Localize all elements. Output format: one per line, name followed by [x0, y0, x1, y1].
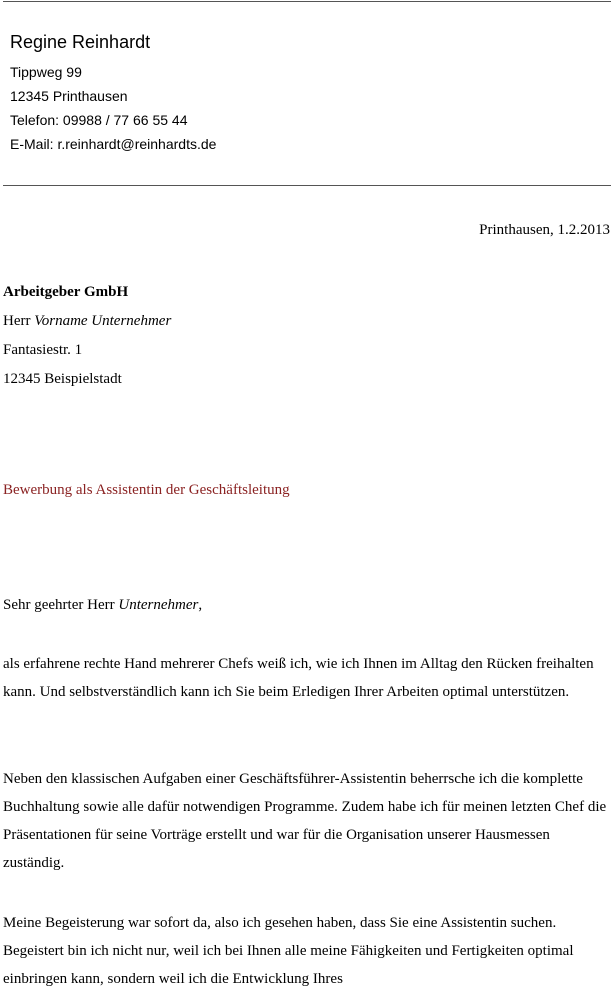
- sender-phone: Telefon: 09988 / 77 66 55 44: [10, 112, 188, 128]
- sender-email-label: E-Mail:: [10, 136, 58, 152]
- salutation-name: Unternehmer: [118, 597, 199, 613]
- sender-name: Regine Reinhardt: [10, 32, 151, 52]
- sender-email-link[interactable]: r.reinhardt@reinhardts.de: [57, 136, 217, 152]
- body-paragraph-1: als erfahrene rechte Hand mehrerer Chefs weiß ich, wie ich Ihnen im Alltag den Rücken freihalten kann. Und selbstverständlich kann ich Sie beim Erledigen Ihrer Arbeiten optimal unterstützen.: [3, 656, 594, 700]
- sender-block: [10, 30, 216, 156]
- header-divider: [3, 185, 611, 186]
- recipient-company: Arbeitgeber GmbH: [3, 284, 129, 300]
- letter-salutation: [3, 597, 202, 614]
- salutation-suffix: ,: [198, 597, 203, 613]
- letter-subject: Bewerbung als Assistentin der Geschäftsleitung: [3, 482, 290, 498]
- recipient-contact-name: Vorname Unternehmer: [34, 313, 172, 329]
- recipient-block: [3, 278, 171, 394]
- recipient-contact: [3, 307, 171, 336]
- salutation-prefix: Sehr geehrter Herr: [3, 597, 119, 613]
- letter-date: Printhausen, 1.2.2013: [479, 222, 610, 238]
- recipient-street: Fantasiestr. 1: [3, 342, 83, 358]
- recipient-title: Herr: [3, 313, 35, 329]
- recipient-city: 12345 Beispielstadt: [3, 371, 122, 387]
- sender-city: 12345 Printhausen: [10, 88, 128, 104]
- sender-email-line: [10, 132, 216, 156]
- sender-street: Tippweg 99: [10, 64, 82, 80]
- top-divider: [3, 1, 611, 2]
- body-paragraph-2: Neben den klassischen Aufgaben einer Geschäftsführer-Assistentin beherrsche ich die komplette Buchhaltung sowie alle dafür notwendigen Programme. Zudem habe ich für meinen letzten Chef die Präsentationen für seine Vorträge erstellt und war für die Organisation unserer Hausmessen zuständig.: [3, 771, 607, 871]
- body-paragraph-3: Meine Begeisterung war sofort da, also ich gesehen haben, dass Sie eine Assistentin suchen. Begeistert bin ich nicht nur, weil ich bei Ihnen alle meine Fähigkeiten und Fertigkeiten optimal einbringen kann, sondern weil ich die Entwicklung Ihres: [3, 915, 574, 987]
